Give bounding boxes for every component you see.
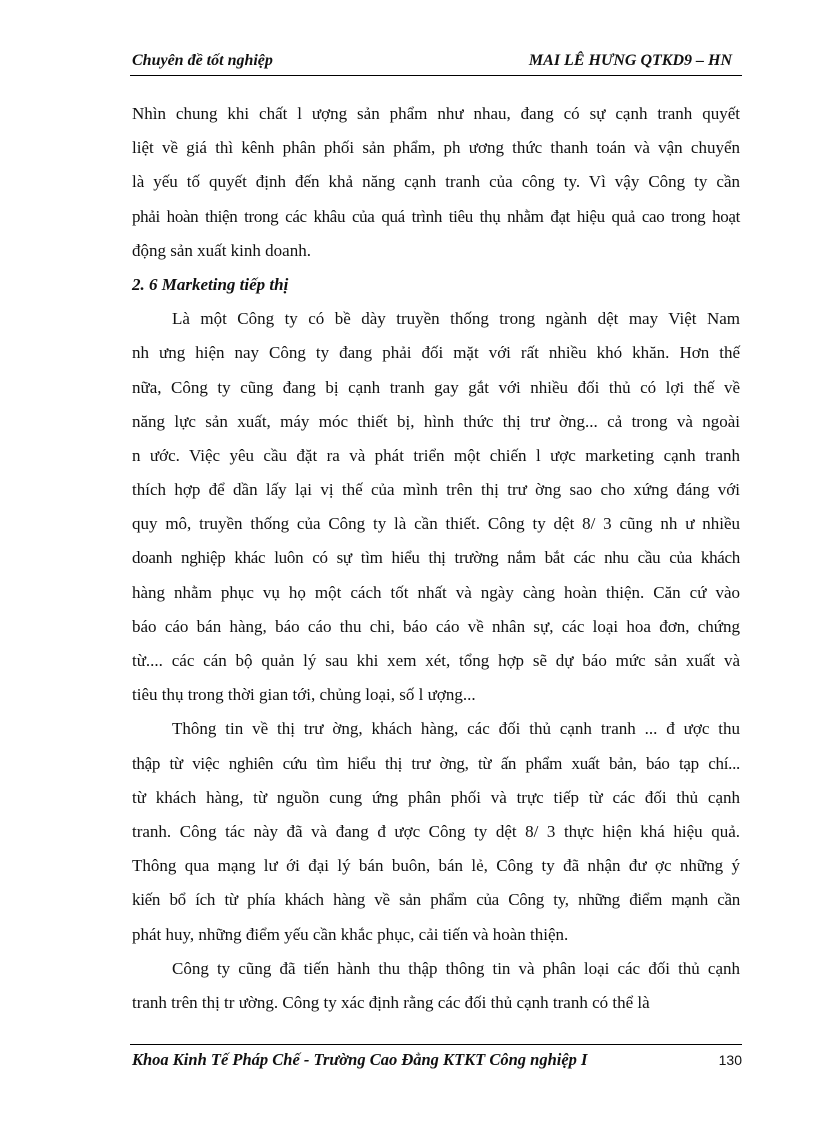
text-line: liệt về giá thì kênh phân phối sản phẩm, ph ương thức thanh toán và vận chuyển [132,138,740,158]
page-header [130,52,742,76]
text-line: từ khách hàng, từ nguồn cung ứng phân phối và trực tiếp từ các đối thủ cạnh [132,787,740,807]
header-divider [130,75,742,76]
text-line: quy mô, truyền thống của Công ty là cần thiết. Công ty dệt 8/ 3 cũng nh ư nhiều [132,514,740,534]
text-line: thích hợp để dần lấy lại vị thế của mình trên thị trư ờng sao cho xứng đáng với [132,480,740,500]
text-line: kiến bổ ích từ phía khách hàng về sản phẩm của Công ty, những điểm mạnh cần [132,890,740,910]
paragraph-1 [132,97,740,268]
text-line: tranh. Công tác này đã và đang đ ược Công ty dệt 8/ 3 thực hiện khá hiệu quả. [132,821,740,841]
text-line: doanh nghiệp khác luôn có sự tìm hiểu thị trường nắm bắt các nhu cầu của khách [132,548,740,568]
text-line: Thông tin về thị trư ờng, khách hàng, các đối thủ cạnh tranh ... đ ược thu [172,719,740,739]
text-line: tranh trên thị tr ường. Công ty xác định rằng các đối thủ cạnh tranh có thể là [132,992,650,1012]
text-line: báo cáo bán hàng, báo cáo thu chi, báo cáo về nhân sự, các loại hoa đơn, chứng [132,616,740,636]
page-body [132,97,740,1020]
text-line: phải hoàn thiện trong các khâu của quá trình tiêu thụ nhằm đạt hiệu quả cao trong hoạt [132,206,740,226]
footer-divider [130,1044,742,1045]
text-line: tiêu thụ trong thời gian tới, chủng loại, số l ượng... [132,685,476,705]
text-line: hàng nhằm phục vụ họ một cách tốt nhất và ngày càng hoàn thiện. Căn cứ vào [132,582,740,602]
section-heading: 2. 6 Marketing tiếp thị [132,274,289,294]
page-number: 130 [718,1052,742,1068]
text-line: là yếu tố quyết định đến khả năng cạnh tranh của công ty. Vì vậy Công ty cần [132,172,740,192]
text-line: nữa, Công ty cũng đang bị cạnh tranh gay gắt với nhiều đối thủ có lợi thế về [132,377,740,397]
text-line: Thông qua mạng lư ới đại lý bán buôn, bán lẻ, Công ty đã nhận đư ợc những ý [132,856,740,876]
header-author: MAI LÊ HƯNG QTKD9 – HN [528,52,732,69]
paragraph-4 [132,952,740,1020]
text-line: động sản xuất kinh doanh. [132,240,311,260]
text-line: Nhìn chung khi chất l ượng sản phẩm như nhau, đang có sự cạnh tranh quyết [132,104,740,123]
text-line: Là một Công ty có bề dày truyền thống trong ngành dệt may Việt Nam [172,309,740,329]
text-line: Công ty cũng đã tiến hành thu thập thông tin và phân loại các đối thủ cạnh [172,958,740,978]
paragraph-3 [132,712,740,951]
text-line: phát huy, những điểm yếu cần khắc phục, cải tiến và hoàn thiện. [132,924,569,944]
footer-institution: Khoa Kinh Tế Pháp Chế - Trường Cao Đẳng KTKT Công nghiệp I [132,1050,588,1069]
text-line: từ.... các cán bộ quản lý sau khi xem xét, tổng hợp sẽ dự báo mức sản xuất và [132,651,740,670]
text-line: nh ưng hiện nay Công ty đang phải đối mặt với rất nhiều khó khăn. Hơn thế [132,343,740,363]
text-line: n ước. Việc yêu cầu đặt ra và phát triển một chiến l ược marketing cạnh tranh [132,445,740,465]
text-line: thập từ việc nghiên cứu tìm hiểu thị trư ờng, từ ấn phẩm xuất bản, báo tạp chí... [132,753,740,773]
header-document-type: Chuyên đề tốt nghiệp [132,52,273,69]
text-line: năng lực sản xuất, máy móc thiết bị, hình thức thị trư ờng... cả trong và ngoài [132,411,740,431]
paragraph-2 [132,302,740,712]
page-footer [130,1050,742,1074]
